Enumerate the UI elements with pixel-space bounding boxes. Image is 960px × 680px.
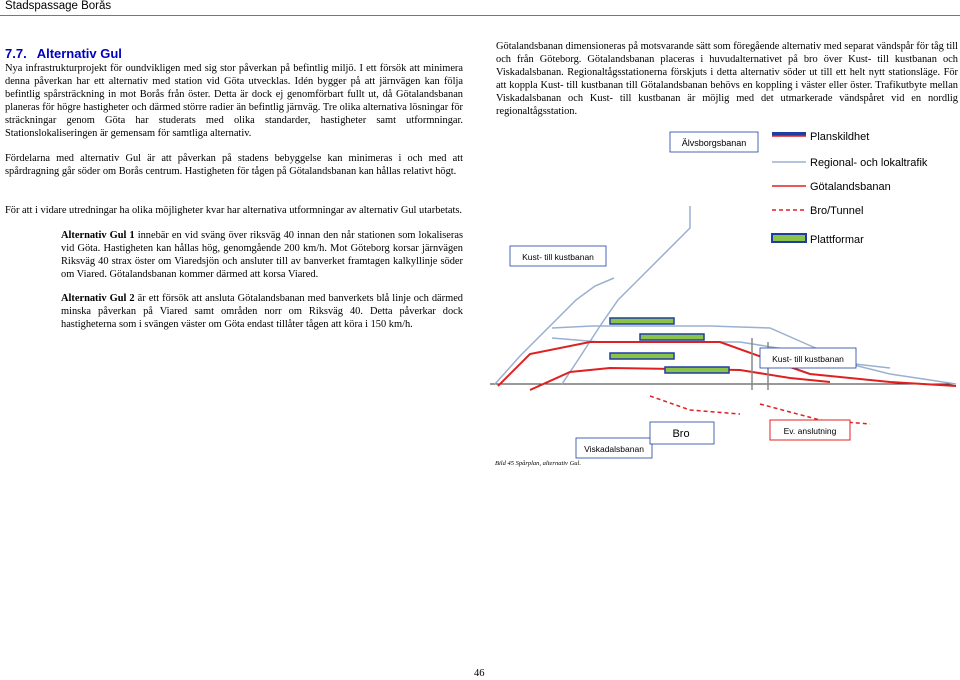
figure-caption: Bild 45 Spårplan, alternativ Gul. — [495, 460, 581, 467]
left-column-p3 — [5, 204, 463, 217]
left-column-p4 — [5, 229, 463, 281]
paragraph: Nya infrastrukturprojekt för oundvikligen med sig stor påverkan på befintlig miljö. I ett försök att minimera denna påverkan har ett alternativ med station vid Göta utvecklas. Idén bygger på att järnvägen kan följa befintlig spårsträckning in mot Borås från öster. Detta är dock ej genomförbart fullt ut, då Götalandsbanan planeras för högre hastigheter och därmed större radier än befintlig järnväg. Tre olika alternativa lösningar för sträckningar genom Göta har studerats med olika standarder, hastigheter samt utformningar. Stationslokaliseringen är gemensam för samtliga alternativ. — [5, 63, 463, 139]
viskadal-label: Viskadalsbanan — [584, 444, 644, 454]
alternative-name: Alternativ Gul 1 — [61, 230, 135, 241]
legend-label-planskildhet: Planskildhet — [810, 131, 870, 143]
legend-swatch-plattformar — [772, 234, 806, 242]
running-header: Stadspassage Borås — [5, 0, 112, 12]
paragraph: För att i vidare utredningar ha olika möjligheter kvar har alternativa utformningar av alternativ Gul utarbetats. — [5, 205, 463, 216]
paragraph-text: är ett försök att ansluta Götalandsbanan med banverkets blå linje och därmed minska påverkan på Viared samt områden norr om Riksväg 40. Detta påverkar dock hastigheterna som i svängen väster om Göta endast tillåter tågen att köra i 150 km/h. — [61, 293, 464, 330]
legend-label-plattformar: Plattformar — [810, 234, 864, 246]
section-title: Alternativ Gul — [36, 46, 122, 61]
platform — [610, 353, 674, 359]
page-number: 46 — [474, 668, 485, 679]
paragraph: Götalandsbanan dimensioneras på motsvarande sätt som föregående alternativ med separat vändspår för tåg till och från Göteborg. Götalandsbanan placeras i huvudalternativet på bro över Kust- till kustbanan och Viskadalsbanan. Regionaltågsstationerna förskjuts i detta alternativ söder ut till ett helt nytt stationsläge. För att koppla Kust- till kustbanan till Götalandsbanan behövs en koppling i väster eller öster. Trafikutbyte mellan Viskadalsbanan och Kust- till kustbanan är möjlig med det utmarkerade vändspåret vid en nordlig regionaltågsstation. — [496, 41, 958, 117]
ev-anslutning-label: Ev. anslutning — [783, 426, 837, 436]
legend-label-regional: Regional- och lokaltrafik — [810, 157, 928, 169]
legend-label-gotalandsbanan: Götalandsbanan — [810, 181, 891, 193]
alvsborgsbanan-label: Älvsborgsbanan — [681, 138, 747, 148]
paragraph-gul2 — [61, 292, 463, 331]
alternative-name: Alternativ Gul 2 — [61, 293, 135, 304]
kust-right-label: Kust- till kustbanan — [772, 354, 844, 364]
section-heading — [5, 46, 122, 61]
paragraph-text: innebär en vid sväng över riksväg 40 innan den når stationen som lokaliseras vid Göta. Hastigheten kan hållas hög, genomgående 200 km/h. Mot Göteborg korsar järnvägen Riksväg 40 strax öster om Viaredsjön och ansluter till av banverket framtagen kalkyllinje söder om Viared. Götalandsbanan kommer därmed att korsa Viared. — [61, 230, 463, 280]
gotalandsbanan-track-1 — [498, 342, 956, 386]
gotalandsbanan-tunnel — [650, 396, 740, 414]
left-column-p5 — [5, 292, 463, 331]
paragraph-gul1 — [61, 229, 463, 281]
platform — [665, 367, 729, 373]
bro-label: Bro — [672, 428, 690, 440]
platform — [610, 318, 674, 324]
header-rule — [0, 15, 960, 16]
track-plan-diagram — [490, 128, 960, 460]
section-number: 7.7. — [5, 46, 27, 61]
legend-label-bro-tunnel: Bro/Tunnel — [810, 205, 864, 217]
platform — [640, 334, 704, 340]
left-column-p2 — [5, 152, 463, 178]
paragraph: Fördelarna med alternativ Gul är att påverkan på stadens bebyggelse kan minimeras i och med att spårdragning går söder om Borås centrum. Hastigheten för tågen på Götalandsbanan kan hållas relativt högt. — [5, 153, 463, 177]
right-column — [496, 40, 958, 118]
kust-left-label: Kust- till kustbanan — [522, 252, 594, 262]
left-column-p1 — [5, 62, 463, 140]
